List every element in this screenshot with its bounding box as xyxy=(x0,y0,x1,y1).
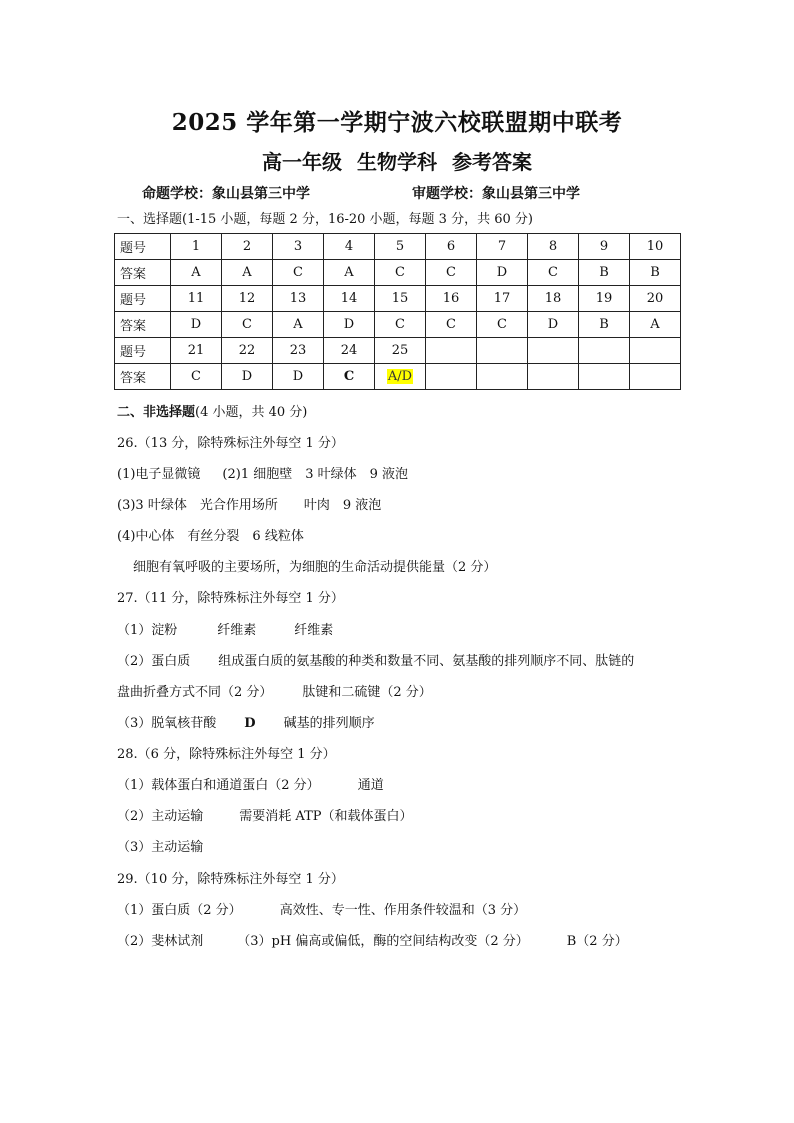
q26-line1 xyxy=(117,463,408,482)
question-number-cell: 5 xyxy=(375,234,426,260)
subtitle-grade: 高一年级 xyxy=(262,150,343,174)
question-number-cell: 12 xyxy=(222,286,273,312)
q27-ans5-cont: 盘曲折叠方式不同（2 分） xyxy=(117,685,273,700)
q28-title: 28.（6 分，除特殊标注外每空 1 分） xyxy=(117,747,336,762)
question-number-cell: 10 xyxy=(630,234,681,260)
answer-cell xyxy=(630,364,681,390)
q26-title: 26.（13 分，除特殊标注外每空 1 分） xyxy=(117,436,344,451)
page-title: 2025 学年第一学期宁波六校联盟期中联考 xyxy=(171,109,623,136)
q29-ans3: （2）斐林试剂 xyxy=(117,934,204,949)
page-subtitle xyxy=(0,146,794,175)
q27-ans5: 组成蛋白质的氨基酸的种类和数量不同、氨基酸的排列顺序不同、肽链的 xyxy=(218,654,635,669)
question-number-cell xyxy=(528,338,579,364)
q27-ans2: 纤维素 xyxy=(217,623,257,638)
question-number-row xyxy=(115,286,681,312)
question-number-cell: 19 xyxy=(579,286,630,312)
q29-line2 xyxy=(117,930,628,949)
answer-cell: D xyxy=(477,260,528,286)
q29-ans4: （3）pH 偏高或偏低，酶的空间结构改变（2 分） xyxy=(237,934,529,949)
question-number-cell: 2 xyxy=(222,234,273,260)
question-number-cell: 8 xyxy=(528,234,579,260)
q27-ans7: （3）脱氧核苷酸 xyxy=(117,716,217,731)
setter-school: 命题学校：象山县第三中学 xyxy=(142,186,310,202)
answer-cell: C xyxy=(375,260,426,286)
row-label-answer: 答案 xyxy=(115,260,171,286)
question-number-cell: 24 xyxy=(324,338,375,364)
answer-cell xyxy=(528,364,579,390)
answer-row xyxy=(115,312,681,338)
answer-cell: D xyxy=(222,364,273,390)
answer-cell: B xyxy=(579,260,630,286)
q28-ans2: 通道 xyxy=(357,778,384,793)
answer-cell: D xyxy=(273,364,324,390)
question-number-cell: 20 xyxy=(630,286,681,312)
q26-line3: (4)中心体 有丝分裂 6 线粒体 xyxy=(117,529,304,544)
answer-cell: C xyxy=(273,260,324,286)
q29-ans5: B（2 分） xyxy=(566,934,628,949)
answer-row xyxy=(115,364,681,390)
answer-row xyxy=(115,260,681,286)
subtitle-doc-type: 参考答案 xyxy=(451,150,532,174)
question-number-cell: 15 xyxy=(375,286,426,312)
question-number-cell: 7 xyxy=(477,234,528,260)
q27-ans9: 碱基的排列顺序 xyxy=(283,716,375,731)
question-number-cell: 3 xyxy=(273,234,324,260)
q26-ans3a: (3)3 叶绿体 光合作用场所 xyxy=(117,498,278,513)
q28-line2 xyxy=(117,805,413,824)
row-label-question: 题号 xyxy=(115,286,171,312)
answer-cell: B xyxy=(579,312,630,338)
question-number-cell: 23 xyxy=(273,338,324,364)
answer-cell: A xyxy=(324,260,375,286)
question-number-cell: 14 xyxy=(324,286,375,312)
answer-cell xyxy=(477,364,528,390)
q29-title: 29.（10 分，除特殊标注外每空 1 分） xyxy=(117,872,344,887)
question-number-cell: 1 xyxy=(171,234,222,260)
answer-cell: C xyxy=(528,260,579,286)
question-number-cell: 6 xyxy=(426,234,477,260)
answer-cell: C xyxy=(222,312,273,338)
q29-ans1: （1）蛋白质（2 分） xyxy=(117,903,242,918)
row-label-question: 题号 xyxy=(115,338,171,364)
answer-cell: D xyxy=(171,312,222,338)
answer-cell: C xyxy=(426,312,477,338)
section2-heading-bold: 二、非选择题 xyxy=(117,405,196,420)
answer-cell: A xyxy=(222,260,273,286)
q29-line1 xyxy=(117,899,526,918)
q27-ans3: 纤维素 xyxy=(294,623,334,638)
q28-ans4: 需要消耗 ATP（和载体蛋白） xyxy=(239,809,413,824)
q28-line3: （3）主动运输 xyxy=(117,840,204,855)
section1-heading: 一、选择题(1-15 小题，每题 2 分，16-20 小题，每题 3 分，共 60 分) xyxy=(117,212,533,227)
answer-cell: D xyxy=(324,312,375,338)
question-number-cell: 11 xyxy=(171,286,222,312)
row-label-answer: 答案 xyxy=(115,364,171,390)
answer-cell xyxy=(426,364,477,390)
answer-cell: A xyxy=(171,260,222,286)
answer-cell: B xyxy=(630,260,681,286)
q27-ans6: 肽键和二硫键（2 分） xyxy=(302,685,432,700)
q26-ans3b: 叶肉 9 液泡 xyxy=(303,498,382,513)
q29-ans2: 高效性、专一性、作用条件较温和（3 分） xyxy=(279,903,527,918)
q27-ans4: （2）蛋白质 xyxy=(117,654,191,669)
question-number-cell: 9 xyxy=(579,234,630,260)
q28-ans3: （2）主动运输 xyxy=(117,809,204,824)
question-number-row xyxy=(115,234,681,260)
q28-line1 xyxy=(117,774,384,793)
highlighted-answer: A/D xyxy=(387,369,413,384)
q26-ans2: (2)1 细胞壁 3 叶绿体 9 液泡 xyxy=(222,467,409,482)
question-number-row xyxy=(115,338,681,364)
answer-cell xyxy=(375,364,426,390)
answer-cell: A xyxy=(273,312,324,338)
question-number-cell: 13 xyxy=(273,286,324,312)
question-number-cell xyxy=(426,338,477,364)
answer-table xyxy=(114,233,681,390)
q26-ans1: (1)电子显微镜 xyxy=(117,467,201,482)
answer-cell: C xyxy=(426,260,477,286)
q27-line1 xyxy=(117,619,333,638)
question-number-cell xyxy=(579,338,630,364)
row-label-answer: 答案 xyxy=(115,312,171,338)
section2-heading xyxy=(117,401,307,420)
section2-heading-rest: (4 小题，共 40 分) xyxy=(195,405,308,420)
q27-title: 27.（11 分，除特殊标注外每空 1 分） xyxy=(117,591,344,606)
answer-cell: C xyxy=(375,312,426,338)
question-number-cell: 16 xyxy=(426,286,477,312)
q28-ans1: （1）载体蛋白和通道蛋白（2 分） xyxy=(117,778,320,793)
question-number-cell: 21 xyxy=(171,338,222,364)
answer-cell xyxy=(324,364,375,390)
bold-answer: C xyxy=(343,369,355,384)
question-number-cell: 25 xyxy=(375,338,426,364)
answer-cell: C xyxy=(171,364,222,390)
question-number-cell: 4 xyxy=(324,234,375,260)
subtitle-subject: 生物学科 xyxy=(357,150,437,174)
row-label-question: 题号 xyxy=(115,234,171,260)
q26-line2 xyxy=(117,494,381,513)
q27-line3 xyxy=(117,681,432,700)
answer-cell xyxy=(579,364,630,390)
answer-cell: A xyxy=(630,312,681,338)
question-number-cell xyxy=(477,338,528,364)
question-number-cell: 22 xyxy=(222,338,273,364)
question-number-cell xyxy=(630,338,681,364)
q27-line2 xyxy=(117,650,634,669)
q27-ans8: D xyxy=(244,716,256,731)
question-number-cell: 18 xyxy=(528,286,579,312)
q27-line4 xyxy=(117,712,375,731)
answer-cell: D xyxy=(528,312,579,338)
question-number-cell: 17 xyxy=(477,286,528,312)
q27-ans1: （1）淀粉 xyxy=(117,623,178,638)
reviewer-school: 审题学校：象山县第三中学 xyxy=(412,186,580,202)
answer-cell: C xyxy=(477,312,528,338)
q26-line4: 细胞有氧呼吸的主要场所，为细胞的生命活动提供能量（2 分） xyxy=(133,560,497,575)
